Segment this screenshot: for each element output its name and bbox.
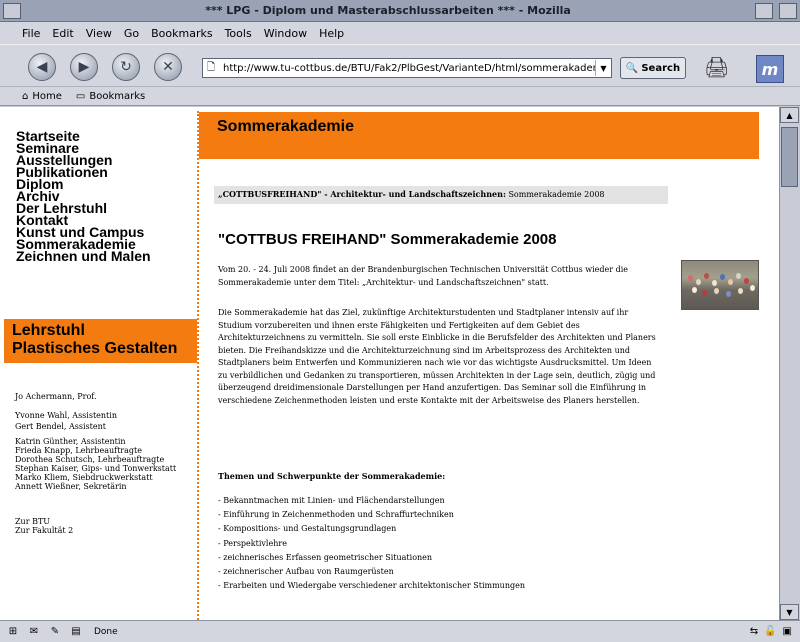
external-links xyxy=(15,517,73,535)
chair-title-line2: Plastisches Gestalten xyxy=(12,340,178,357)
reload-button[interactable] xyxy=(112,53,140,81)
popup-icon[interactable]: ▣ xyxy=(782,626,792,637)
group-photo[interactable] xyxy=(681,260,759,310)
nav-link-ausstellungen[interactable]: Ausstellungen xyxy=(16,152,113,168)
reload-icon: ↻ xyxy=(120,59,132,75)
url-input[interactable] xyxy=(223,63,595,74)
folder-icon: ▭ xyxy=(75,90,86,102)
nav-link-startseite[interactable]: Startseite xyxy=(16,128,80,144)
forward-arrow-icon: ▶ xyxy=(78,59,90,75)
scrollbar-thumb[interactable] xyxy=(781,127,798,187)
list-item: - Einführung in Zeichenmethoden und Schraffurtechniken xyxy=(218,510,454,520)
staff-assistants xyxy=(15,410,117,432)
staff-member[interactable]: Gert Bendel, Assistent xyxy=(15,422,106,431)
chair-title-box xyxy=(4,319,197,363)
status-text: Done xyxy=(94,626,118,637)
page-icon: 🗋 xyxy=(207,61,216,73)
nav-link-archiv[interactable]: Archiv xyxy=(16,188,60,204)
mail-icon[interactable]: ✉ xyxy=(29,626,39,637)
security-lock-icon[interactable]: 🔓 xyxy=(764,626,777,637)
stop-icon: ✕ xyxy=(162,59,174,75)
vertical-scrollbar[interactable] xyxy=(779,107,800,620)
staff-member[interactable]: Dorothea Schutsch, Lehrbeauftragte xyxy=(15,455,165,464)
dotted-divider xyxy=(197,111,199,620)
back-button[interactable] xyxy=(28,53,56,81)
minimize-button[interactable] xyxy=(755,3,773,19)
nav-link-kunst-und-campus[interactable]: Kunst und Campus xyxy=(16,224,145,240)
navigation-toolbar xyxy=(0,44,800,86)
personal-toolbar xyxy=(0,86,800,106)
print-icon[interactable]: 🖨 xyxy=(704,55,730,79)
staff-member[interactable]: Marko Kliem, Siebdruckwerkstatt xyxy=(15,473,153,482)
home-label: Home xyxy=(32,90,62,102)
page-title: "COTTBUS FREIHAND" Sommerakademie 2008 xyxy=(218,231,557,248)
nav-link-seminare[interactable]: Seminare xyxy=(16,140,80,156)
maximize-button[interactable] xyxy=(779,3,797,19)
staff-list xyxy=(15,437,176,491)
themes-list xyxy=(218,494,525,593)
nav-link-zeichnen-und-malen[interactable]: Zeichnen und Malen xyxy=(16,248,151,264)
menu-bookmarks[interactable]: Bookmarks xyxy=(151,26,213,40)
staff-member[interactable]: Stephan Kaiser, Gips- und Tonwerkstatt xyxy=(15,464,177,473)
bookmarks-label: Bookmarks xyxy=(89,90,146,102)
scroll-up-icon[interactable]: ▲ xyxy=(780,107,799,123)
composer-icon[interactable]: ✎ xyxy=(50,626,60,637)
status-indicators xyxy=(750,626,792,637)
url-dropdown-icon[interactable]: ▼ xyxy=(595,60,611,76)
breadcrumb-category: „COTTBUSFREIHAND" - Architektur- und Landschaftszeichnen: xyxy=(218,189,506,199)
navigator-icon[interactable]: ⊞ xyxy=(8,626,18,637)
page-content xyxy=(0,107,779,620)
menu-edit[interactable]: Edit xyxy=(52,26,74,40)
search-button[interactable] xyxy=(620,57,686,79)
throbber-logo-icon[interactable]: m xyxy=(756,55,784,83)
menu-bar xyxy=(0,22,800,44)
address-book-icon[interactable]: ▤ xyxy=(71,626,81,637)
section-header: Sommerakademie xyxy=(199,112,759,159)
bookmarks-button[interactable] xyxy=(76,91,145,102)
menu-window[interactable]: Window xyxy=(263,26,308,40)
nav-link-publikationen[interactable]: Publikationen xyxy=(16,164,108,180)
menu-go[interactable]: Go xyxy=(123,26,140,40)
scroll-down-icon[interactable]: ▼ xyxy=(780,604,799,620)
list-item: - Erarbeiten und Wiedergabe verschiedener architektonischer Stimmungen xyxy=(218,581,525,591)
breadcrumb-current: Sommerakademie 2008 xyxy=(505,190,605,199)
staff-member[interactable]: Frieda Knapp, Lehrbeauftragte xyxy=(15,446,142,455)
window-menu-button[interactable] xyxy=(3,3,21,19)
intro-paragraph: Vom 20. - 24. Juli 2008 findet an der Brandenburgischen Technischen Universität Cottbus wieder die Sommerakademie unter dem Titel: „Architektur- und Landschaftszeichnen" statt. xyxy=(218,265,629,287)
forward-button[interactable] xyxy=(70,53,98,81)
nav-link-der-lehrstuhl[interactable]: Der Lehrstuhl xyxy=(16,200,108,216)
list-item: - Bekanntmachen mit Linien- und Flächendarstellungen xyxy=(218,496,445,505)
window-titlebar xyxy=(0,0,800,22)
menu-file[interactable]: File xyxy=(22,26,41,40)
link-zur-btu[interactable]: Zur BTU xyxy=(15,517,51,526)
list-item: - zeichnerischer Aufbau von Raumgerüsten xyxy=(218,567,394,577)
home-button[interactable] xyxy=(22,91,62,102)
magnifier-icon: 🔍 xyxy=(625,62,639,74)
staff-member[interactable]: Katrin Günther, Assistentin xyxy=(15,437,126,446)
search-button-label: Search xyxy=(641,62,681,74)
link-zur-fakultaet[interactable]: Zur Fakultät 2 xyxy=(15,526,74,535)
staff-member[interactable]: Annett Wießner, Sekretärin xyxy=(15,482,127,491)
window-title: *** LPG - Diplom und Masterabschlussarbeiten *** - Mozilla xyxy=(205,4,571,17)
stop-button[interactable] xyxy=(154,53,182,81)
online-status-icon[interactable]: ⇆ xyxy=(749,626,759,637)
chair-title-line1: Lehrstuhl xyxy=(12,322,85,339)
staff-professor[interactable]: Jo Achermann, Prof. xyxy=(15,392,97,401)
left-sidebar xyxy=(0,107,197,620)
staff-member[interactable]: Yvonne Wahl, Assistentin xyxy=(15,411,117,420)
url-bar[interactable] xyxy=(202,58,612,78)
list-item: - Perspektivlehre xyxy=(218,538,287,548)
menu-view[interactable]: View xyxy=(85,26,112,40)
themes-heading: Themen und Schwerpunkte der Sommerakademie: xyxy=(218,471,446,481)
status-bar xyxy=(0,620,800,642)
body-paragraph: Die Sommerakademie hat das Ziel, zukünftige Architekturstudenten und Stadtplaner intensiv auf ihr Studium vorzubereiten und ihnen erste Fähigkeiten und Fertigkeiten auf dem Gebiet des Architekturzeichnens zu vermitteln. Sie soll erste Einblicke in die Berufsfelder des Architekten und Planers bieten. Die Freihandskizze und die Architekturzeichnung sind im Arbeitsprozess des Architekten und Stadtplaners beim Entwerfen und Kommunizieren nach wie vor das wichtigste Ausdrucksmittel. Um Ideen zu verbildlichen und Gedanken zu transportieren, müssen Architekten in der Lage sein, deutlich, zügig und überzeugend dreidimensionale Darstellungen per Hand anzufertigen. Das Seminar soll die Einführung in verschiedene Zeichenmethoden leisten und erste Kontakte mit der Arbeitsweise des Planers herstellen. xyxy=(218,308,656,405)
nav-link-kontakt[interactable]: Kontakt xyxy=(16,212,69,228)
list-item: - Kompositions- und Gestaltungsgrundlagen xyxy=(218,524,397,534)
menu-tools[interactable]: Tools xyxy=(224,26,252,40)
breadcrumb xyxy=(214,186,668,204)
nav-link-diplom[interactable]: Diplom xyxy=(16,176,64,192)
list-item: - zeichnerisches Erfassen geometrischer Situationen xyxy=(218,552,433,562)
home-icon: ⌂ xyxy=(22,90,29,102)
nav-link-sommerakademie[interactable]: Sommerakademie xyxy=(16,236,136,252)
site-navigation xyxy=(16,130,151,262)
back-arrow-icon: ◀ xyxy=(36,59,48,75)
menu-help[interactable]: Help xyxy=(319,26,345,40)
